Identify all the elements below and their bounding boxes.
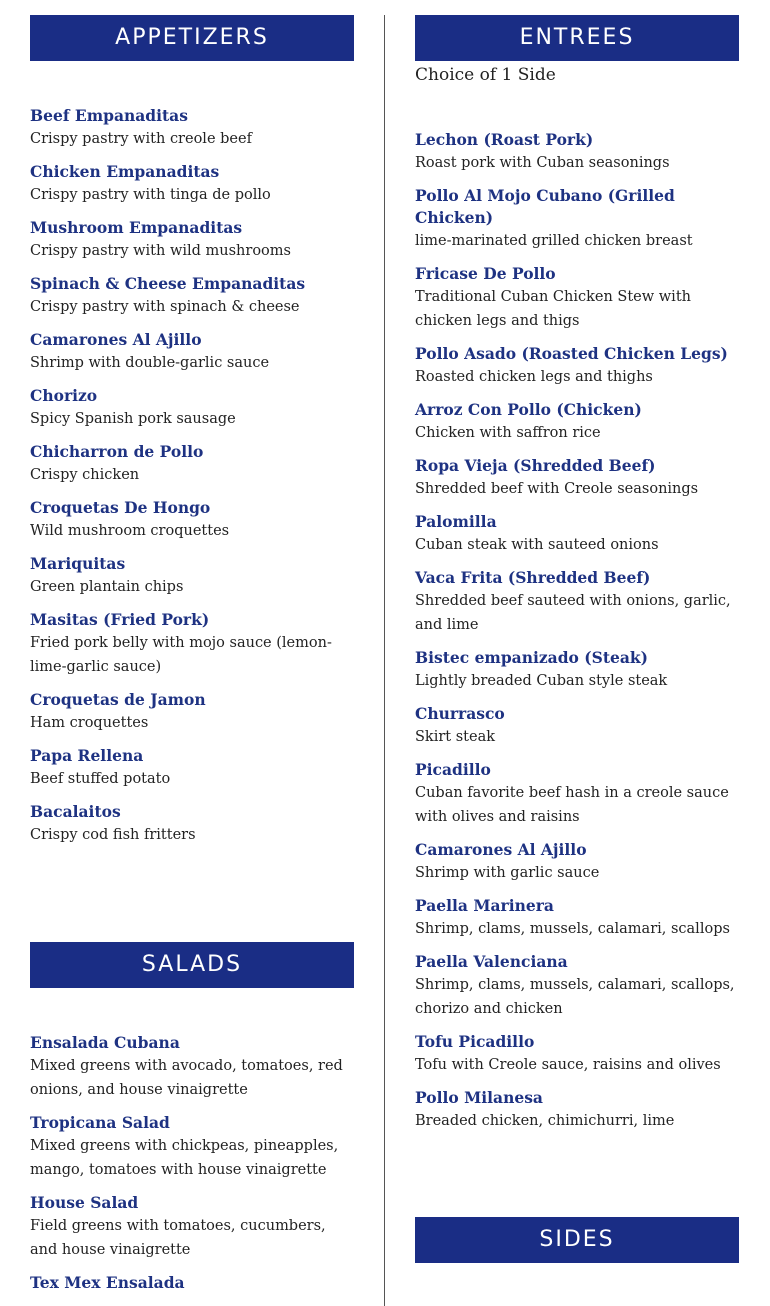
menu-item xyxy=(30,745,354,791)
menu-item-name: Pollo Asado (Roasted Chicken Legs) xyxy=(415,344,728,363)
menu-item-description: Crispy pastry with spinach & cheese xyxy=(30,299,300,315)
menu-item xyxy=(415,647,739,693)
menu-item-description: Lightly breaded Cuban style steak xyxy=(415,673,668,689)
menu-item xyxy=(30,1032,354,1102)
menu-item xyxy=(415,343,739,389)
menu-item-description: Crispy pastry with creole beef xyxy=(30,131,252,147)
menu-item-name: Camarones Al Ajillo xyxy=(415,840,587,859)
menu-item xyxy=(30,497,354,543)
menu-item-name: Tofu Picadillo xyxy=(415,1032,535,1051)
left-column xyxy=(30,15,354,857)
menu-item xyxy=(415,511,739,557)
menu-item xyxy=(415,1087,739,1133)
menu-item xyxy=(415,129,739,175)
menu-item xyxy=(30,801,354,847)
menu-item-description: Chicken with saffron rice xyxy=(415,425,601,441)
menu-item-name: Croquetas de Jamon xyxy=(30,690,206,709)
menu-item xyxy=(415,895,739,941)
menu-item xyxy=(30,105,354,151)
menu-item-description: Shrimp with garlic sauce xyxy=(415,865,600,881)
menu-item-description: Field greens with tomatoes, cucumbers, and house vinaigrette xyxy=(30,1218,326,1258)
menu-item xyxy=(30,273,354,319)
menu-item-name: Vaca Frita (Shredded Beef) xyxy=(415,568,651,587)
menu-item xyxy=(30,217,354,263)
menu-item-description: Shredded beef with Creole seasonings xyxy=(415,481,699,497)
menu-item xyxy=(415,185,739,253)
menu-item-name: Ensalada Cubana xyxy=(30,1033,180,1052)
menu-item-description: Fried pork belly with mojo sauce (lemon-lime-garlic sauce) xyxy=(30,635,332,675)
menu-item-name: Tropicana Salad xyxy=(30,1113,170,1132)
menu-item xyxy=(30,1192,354,1262)
menu-item xyxy=(415,455,739,501)
menu-item-name: Bacalaitos xyxy=(30,802,121,821)
menu-item-name: Mushroom Empanaditas xyxy=(30,218,243,237)
menu-item-description: Ham croquettes xyxy=(30,715,149,731)
menu-item xyxy=(30,161,354,207)
menu-item xyxy=(30,609,354,679)
menu-item-description: Crispy chicken xyxy=(30,467,140,483)
menu-item-name: Pollo Milanesa xyxy=(415,1088,543,1107)
menu-item xyxy=(30,1272,354,1294)
salads-list xyxy=(30,1032,354,1294)
entrees-header: ENTREES xyxy=(415,15,739,61)
menu-item-description: Crispy pastry with wild mushrooms xyxy=(30,243,291,259)
entrees-list xyxy=(415,129,739,1133)
menu-item-description: Green plantain chips xyxy=(30,579,184,595)
menu-item-description: Tofu with Creole sauce, raisins and olives xyxy=(415,1057,721,1073)
menu-item-description: Traditional Cuban Chicken Stew with chicken legs and thigs xyxy=(415,289,691,329)
menu-item-name: Chicken Empanaditas xyxy=(30,162,220,181)
menu-item xyxy=(30,553,354,599)
menu-item-name: Ropa Vieja (Shredded Beef) xyxy=(415,456,656,475)
menu-item-description: Beef stuffed potato xyxy=(30,771,171,787)
menu-item-description: Cuban steak with sauteed onions xyxy=(415,537,659,553)
menu-item-name: Lechon (Roast Pork) xyxy=(415,130,594,149)
menu-item-description: Roast pork with Cuban seasonings xyxy=(415,155,670,171)
salads-header: SALADS xyxy=(30,942,354,988)
menu-item-name: Camarones Al Ajillo xyxy=(30,330,202,349)
menu-item-name: Picadillo xyxy=(415,760,491,779)
column-divider xyxy=(384,15,385,1306)
menu-item xyxy=(415,951,739,1021)
menu-item-name: Papa Rellena xyxy=(30,746,144,765)
menu-item-name: Chicharron de Pollo xyxy=(30,442,204,461)
menu-item-description: Shrimp, clams, mussels, calamari, scallops, chorizo and chicken xyxy=(415,977,735,1017)
menu-item-name: Spinach & Cheese Empanaditas xyxy=(30,274,306,293)
entrees-side-note: Choice of 1 Side xyxy=(415,65,556,85)
menu-item-description: Mixed greens with chickpeas, pineapples, mango, tomatoes with house vinaigrette xyxy=(30,1138,339,1178)
menu-item-description: Shrimp with double-garlic sauce xyxy=(30,355,270,371)
sides-header: SIDES xyxy=(415,1217,739,1263)
menu-item-name: Churrasco xyxy=(415,704,505,723)
menu-item xyxy=(415,263,739,333)
menu-item-name: Bistec empanizado (Steak) xyxy=(415,648,648,667)
menu-item xyxy=(415,703,739,749)
menu-item xyxy=(30,329,354,375)
menu-item-name: Masitas (Fried Pork) xyxy=(30,610,210,629)
sides-section xyxy=(415,1217,739,1263)
menu-item-description: Crispy pastry with tinga de pollo xyxy=(30,187,271,203)
menu-item-description: lime-marinated grilled chicken breast xyxy=(415,233,693,249)
right-column xyxy=(415,15,739,1143)
menu-item xyxy=(30,385,354,431)
menu-item xyxy=(415,399,739,445)
menu-item-description: Breaded chicken, chimichurri, lime xyxy=(415,1113,675,1129)
menu-item xyxy=(30,689,354,735)
menu-item-name: Arroz Con Pollo (Chicken) xyxy=(415,400,642,419)
menu-item-name: Chorizo xyxy=(30,386,98,405)
menu-item-name: Mariquitas xyxy=(30,554,126,573)
menu-item-name: Palomilla xyxy=(415,512,497,531)
menu-item-name: Croquetas De Hongo xyxy=(30,498,211,517)
menu-item-name: Tex Mex Ensalada xyxy=(30,1273,185,1292)
menu-item-name: House Salad xyxy=(30,1193,139,1212)
menu-item xyxy=(30,441,354,487)
menu-item xyxy=(415,567,739,637)
menu-item xyxy=(415,1031,739,1077)
menu-item-description: Mixed greens with avocado, tomatoes, red onions, and house vinaigrette xyxy=(30,1058,343,1098)
menu-item-description: Spicy Spanish pork sausage xyxy=(30,411,236,427)
menu-item-name: Paella Valenciana xyxy=(415,952,568,971)
menu-item-description: Shrimp, clams, mussels, calamari, scallops xyxy=(415,921,730,937)
menu-item-description: Shredded beef sauteed with onions, garlic, and lime xyxy=(415,593,731,633)
menu-item-description: Cuban favorite beef hash in a creole sauce with olives and raisins xyxy=(415,785,729,825)
menu-item-description: Roasted chicken legs and thighs xyxy=(415,369,653,385)
menu-item-description: Skirt steak xyxy=(415,729,496,745)
appetizers-list xyxy=(30,105,354,847)
menu-item-description: Wild mushroom croquettes xyxy=(30,523,230,539)
menu-item xyxy=(30,1112,354,1182)
appetizers-header: APPETIZERS xyxy=(30,15,354,61)
menu-item-description: Crispy cod fish fritters xyxy=(30,827,196,843)
menu-item-name: Pollo Al Mojo Cubano (Grilled Chicken) xyxy=(415,186,675,227)
menu-item xyxy=(415,839,739,885)
menu-item xyxy=(415,759,739,829)
menu-item-name: Paella Marinera xyxy=(415,896,554,915)
salads-section xyxy=(30,942,354,1304)
menu-item-name: Beef Empanaditas xyxy=(30,106,188,125)
menu-item-name: Fricase De Pollo xyxy=(415,264,556,283)
